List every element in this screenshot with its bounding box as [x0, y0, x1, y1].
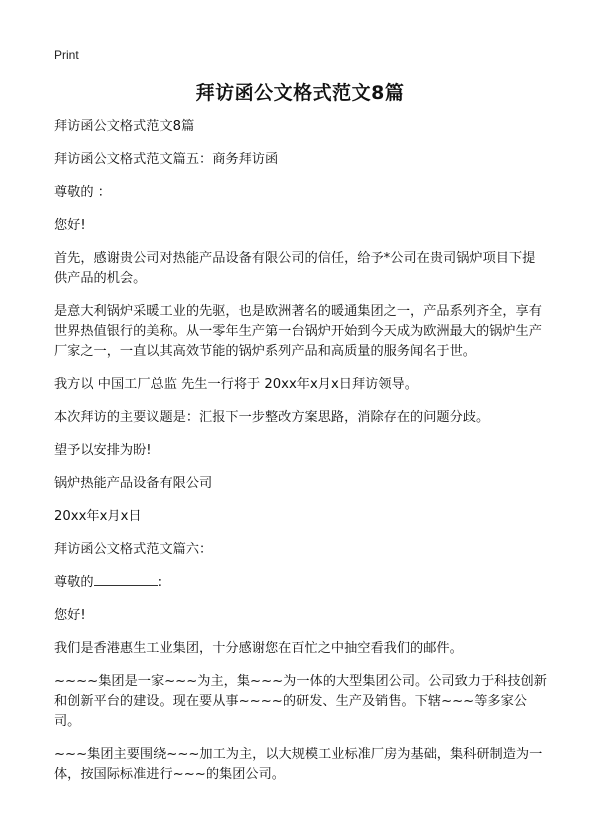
signature-company: 锅炉热能产品设备有限公司	[54, 476, 213, 491]
paragraph: 拜访函公文格式范文篇五：商务拜访函	[54, 152, 279, 167]
document-title: 拜访函公文格式范文8篇	[195, 82, 405, 104]
paragraph: 是意大利锅炉采暖工业的先驱，也是欧洲著名的暖通集团之一，产品系列齐全，享有 世界热值银行的美称。从一零年生产第一台锅炉开始到今天成为欧洲最大的锅炉生产厂家之一，一直以其高效节能的锅炉系列产品和高质量的服务闻名于世。	[54, 304, 542, 359]
paragraph: ~~~集团主要围绕~~~加工为主，以大规模工业标准厂房为基础，集科研制造为一体，按国际标准进行~~~的集团公司。	[54, 747, 543, 782]
salutation-text: 尊敬的	[54, 575, 94, 590]
greeting: 您好!	[54, 608, 86, 623]
salutation-colon: :	[157, 575, 163, 590]
blank-underline	[94, 573, 158, 586]
greeting: 您好!	[54, 218, 86, 233]
paragraph: 我们是香港惠生工业集团，十分感谢您在百忙之中抽空看我们的邮件。	[54, 641, 463, 656]
paragraph: 本次拜访的主要议题是：汇报下一步整改方案思路，消除存在的问题分歧。	[54, 410, 490, 425]
document-body	[54, 117, 548, 798]
salutation: 尊敬的 ：	[54, 185, 111, 200]
print-label: Print	[54, 48, 79, 62]
paragraph: 望予以安排为盼!	[54, 443, 152, 458]
signature-date: 20xx年x月x日	[54, 509, 142, 524]
section-heading: 拜访函公文格式范文篇六：	[54, 542, 213, 557]
paragraph: 拜访函公文格式范文8篇	[54, 119, 195, 134]
paragraph: 我方以 中国工厂总监 先生一行将于 20xx年x月x日拜访领导。	[54, 377, 418, 392]
salutation-line	[54, 573, 548, 593]
paragraph: ~~~~集团是一家~~~为主，集~~~为一体的大型集团公司。公司致力于科技创新和创新平台的建设。现在要从事~~~~的研发、生产及销售。下辖~~~等多家公司。	[54, 674, 547, 729]
paragraph: 首先，感谢贵公司对热能产品设备有限公司的信任，给予*公司在贵司锅炉项目下提供产品的机会。	[54, 251, 536, 286]
